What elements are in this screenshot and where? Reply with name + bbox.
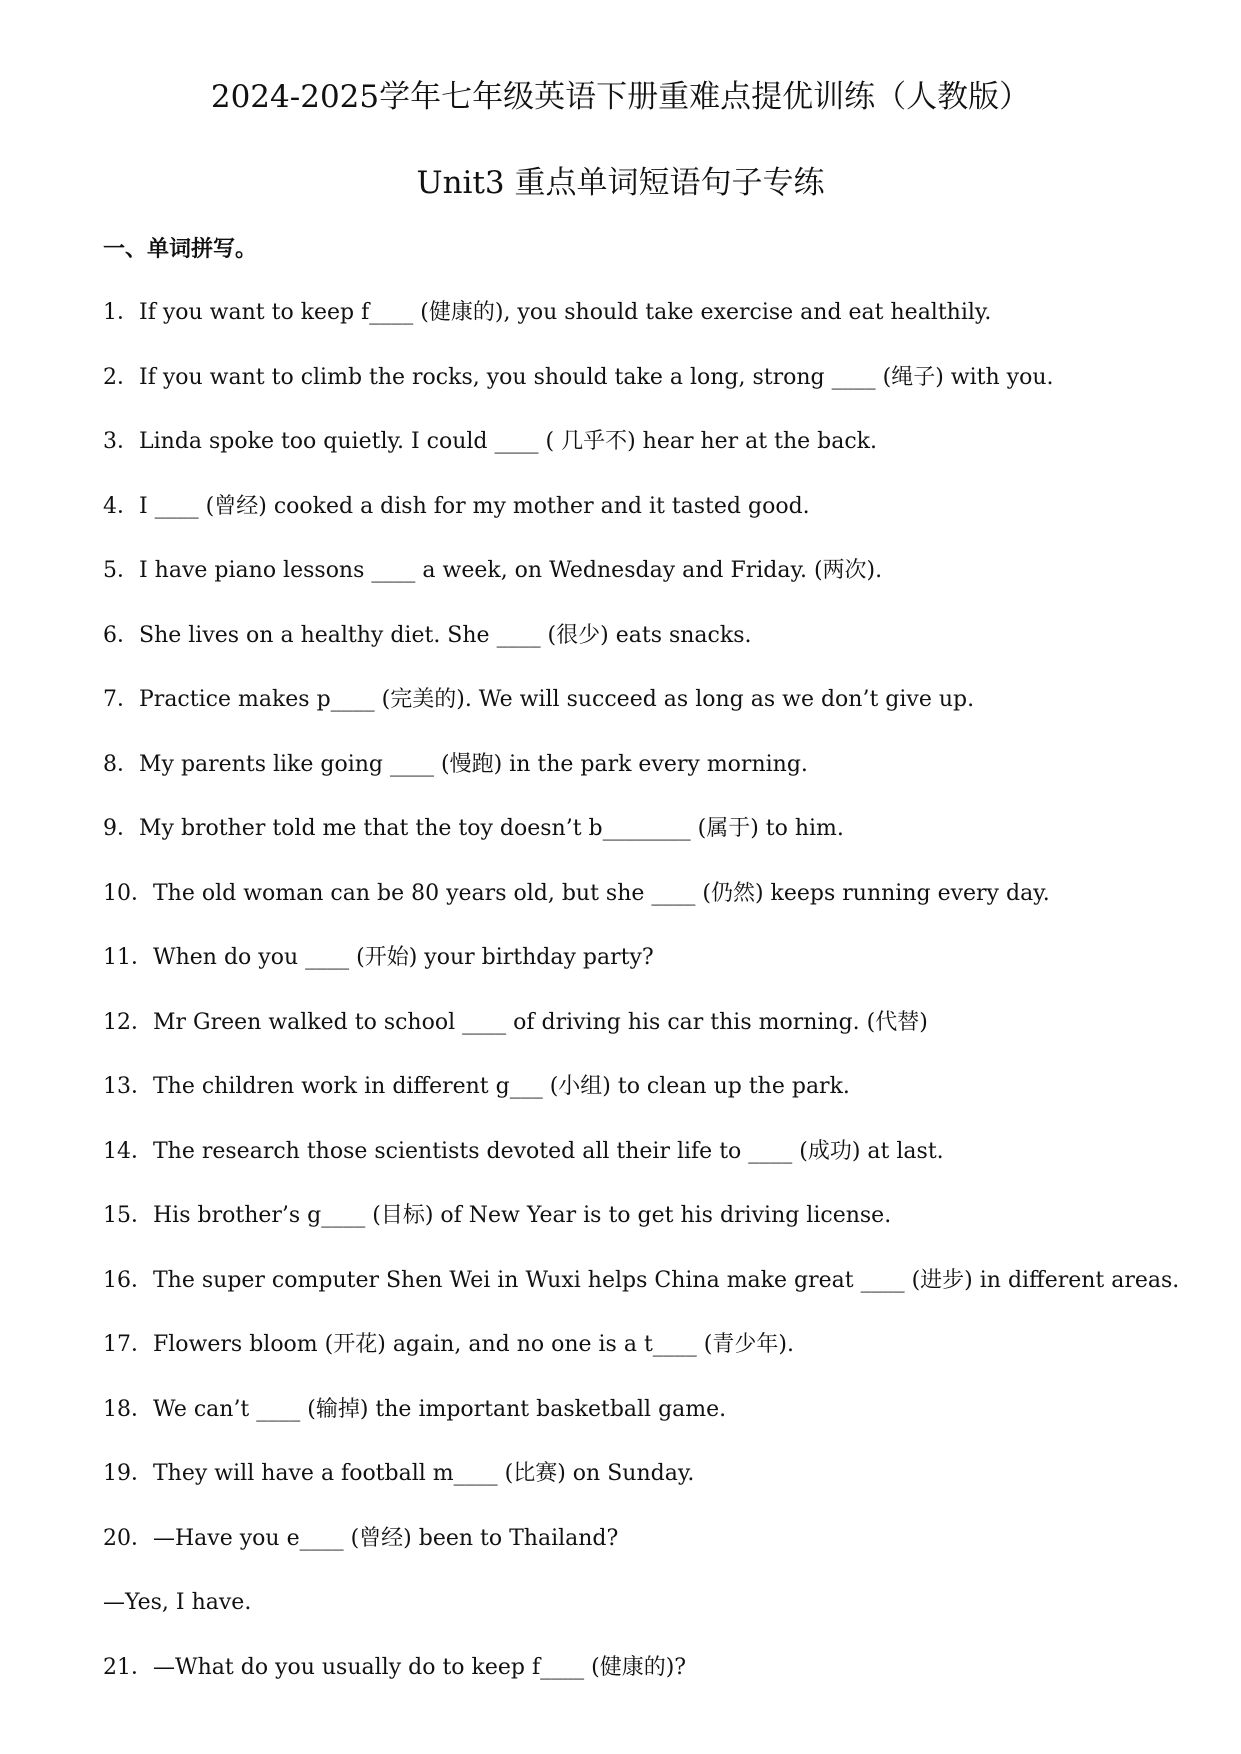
question-text: My parents like going ____ (慢跑) in the park every morning.	[139, 751, 808, 777]
question-item	[103, 941, 1213, 1006]
question-item	[103, 1651, 1213, 1716]
question-number: 18．	[103, 1396, 153, 1422]
question-number: 11．	[103, 945, 153, 970]
question-item	[103, 1070, 1213, 1135]
section-heading: 一、单词拼写。	[103, 237, 258, 262]
question-number: 16．	[103, 1267, 153, 1293]
question-text: They will have a football m____ (比赛) on Sunday.	[153, 1461, 695, 1486]
question-text: Practice makes p____ (完美的). We will succeed as long as we don’t give up.	[139, 687, 975, 712]
question-text: The super computer Shen Wei in Wuxi helps China make great ____ (进步) in different areas.	[153, 1267, 1180, 1293]
question-number: 12．	[103, 1009, 153, 1035]
question-number: 1．	[103, 300, 139, 325]
question-item	[103, 683, 1213, 748]
question-item	[103, 361, 1213, 426]
question-number: 14．	[103, 1138, 153, 1164]
question-number: 8．	[103, 751, 139, 777]
question-item	[103, 1264, 1213, 1329]
question-item	[103, 425, 1213, 490]
question-number: 15．	[103, 1203, 153, 1228]
question-text: Flowers bloom (开花) again, and no one is a t____ (青少年).	[153, 1332, 794, 1357]
question-number: 6．	[103, 622, 139, 648]
question-text: The research those scientists devoted all their life to ____ (成功) at last.	[153, 1138, 944, 1164]
answer-line	[103, 1586, 1213, 1651]
question-number: 21．	[103, 1654, 153, 1680]
question-number: 20．	[103, 1525, 153, 1551]
question-number: 3．	[103, 429, 139, 454]
question-number: 2．	[103, 364, 139, 390]
question-item	[103, 1393, 1213, 1458]
question-item	[103, 1457, 1213, 1522]
question-item	[103, 748, 1213, 813]
question-number: 4．	[103, 493, 139, 519]
question-number: 17．	[103, 1332, 153, 1357]
question-item	[103, 554, 1213, 619]
question-text: If you want to climb the rocks, you should take a long, strong ____ (绳子) with you.	[139, 364, 1054, 390]
question-text: —Yes, I have.	[103, 1590, 252, 1615]
question-text: Mr Green walked to school ____ of driving his car this morning. (代替)	[153, 1009, 928, 1035]
question-text: If you want to keep f____ (健康的), you should take exercise and eat healthily.	[139, 300, 992, 325]
question-item	[103, 490, 1213, 555]
question-text: His brother’s g____ (目标) of New Year is to get his driving license.	[153, 1203, 892, 1228]
question-number: 9．	[103, 816, 139, 841]
question-item	[103, 1522, 1213, 1587]
document-subtitle: Unit3 重点单词短语句子专练	[416, 165, 825, 201]
question-text: Linda spoke too quietly. I could ____ ( 几乎不) hear her at the back.	[139, 429, 877, 454]
question-text: The old woman can be 80 years old, but she ____ (仍然) keeps running every day.	[153, 880, 1050, 906]
question-item	[103, 1199, 1213, 1264]
question-item	[103, 1135, 1213, 1200]
question-item	[103, 619, 1213, 684]
question-text: I ____ (曾经) cooked a dish for my mother and it tasted good.	[139, 493, 810, 519]
question-item	[103, 812, 1213, 877]
question-text: I have piano lessons ____ a week, on Wednesday and Friday. (两次).	[139, 558, 883, 583]
question-number: 13．	[103, 1074, 153, 1099]
question-number: 7．	[103, 687, 139, 712]
question-item	[103, 1328, 1213, 1393]
question-text: The children work in different g___ (小组) to clean up the park.	[153, 1074, 850, 1099]
question-number: 10．	[103, 880, 153, 906]
question-number: 19．	[103, 1461, 153, 1486]
question-number: 5．	[103, 558, 139, 583]
question-text: She lives on a healthy diet. She ____ (很少) eats snacks.	[139, 622, 752, 648]
question-text: My brother told me that the toy doesn’t b________ (属于) to him.	[139, 816, 844, 841]
question-text: When do you ____ (开始) your birthday party?	[153, 945, 654, 970]
question-list	[103, 296, 1213, 1715]
document-title: 2024-2025学年七年级英语下册重难点提优训练（人教版）	[210, 79, 1031, 115]
question-text: —Have you e____ (曾经) been to Thailand?	[153, 1525, 619, 1551]
question-item	[103, 1006, 1213, 1071]
question-item	[103, 877, 1213, 942]
question-text: —What do you usually do to keep f____ (健康的)?	[153, 1654, 687, 1680]
question-text: We can’t ____ (输掉) the important basketball game.	[153, 1396, 727, 1422]
question-item	[103, 296, 1213, 361]
